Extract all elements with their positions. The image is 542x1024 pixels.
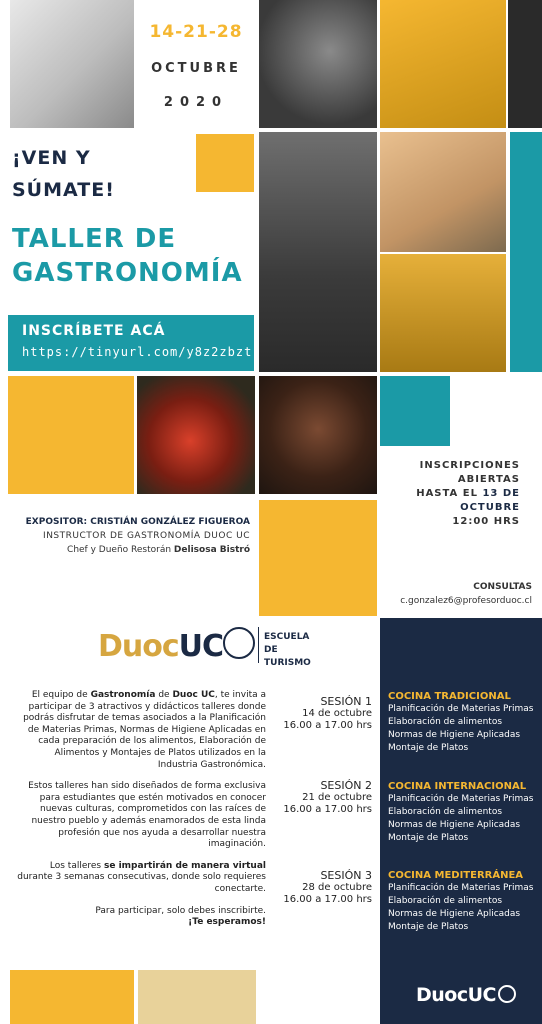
course-topic: Planificación de Materias Primas [388, 883, 534, 893]
headline-line2: SÚMATE! [12, 179, 115, 201]
session-name: SESIÓN 1 [320, 695, 372, 708]
title-line2: GASTRONOMÍA [12, 258, 243, 288]
grilled-peppers-photo [137, 376, 255, 494]
gold-square-top [196, 134, 254, 192]
page-title [12, 222, 243, 290]
session-1 [276, 696, 372, 732]
session-name: SESIÓN 2 [320, 779, 372, 792]
course-topic: Normas de Higiene Aplicadas [388, 909, 521, 919]
logo-wordmark [98, 629, 223, 664]
intro-p4-a: Para participar, solo debes inscribirte. [95, 905, 266, 916]
intro-p4 [14, 906, 266, 929]
intro-p1-d: Duoc UC [172, 690, 215, 700]
seal-icon [223, 627, 255, 659]
chef-portrait-photo [259, 0, 377, 128]
school-line2: DE TURISMO [264, 645, 311, 668]
beige-bottom-block [138, 970, 256, 1024]
course-topic: Montaje de Platos [388, 922, 469, 932]
gold-blur-photo [380, 254, 506, 372]
course-3 [388, 869, 538, 934]
intro-p3 [14, 861, 266, 896]
footer-logo-duoc: Duoc [416, 984, 468, 1006]
chef-hands-photo [10, 0, 134, 128]
intro-p1-e: , te invita a participar de 3 atractivos y didácticos talleres donde podrás disfrutar de temas asociados a la Planificación de Materias Primas, Normas de Higiene Aplicadas en cada preparación de los alimentos, Elaboración de Alimentos y Montajes de Platos utilizados en la Industria Gastronómica. [23, 690, 266, 770]
course-topic: Planificación de Materias Primas [388, 704, 534, 714]
headline-line1: ¡VEN Y [12, 147, 91, 169]
teal-side-block [510, 132, 542, 372]
registration-prefix: HASTA EL [416, 488, 478, 499]
signup-label: INSCRÍBETE ACÁ [22, 323, 166, 339]
registration-line1: INSCRIPCIONES ABIERTAS [419, 460, 520, 485]
gold-photo-tile [380, 0, 506, 128]
gold-square-left [8, 376, 134, 494]
school-line1: ESCUELA [264, 632, 310, 642]
gold-bottom-left [10, 970, 134, 1024]
contact-label: CONSULTAS [473, 582, 532, 592]
course-topic: Montaje de Platos [388, 833, 469, 843]
session-time: 16.00 a 17.00 hrs [283, 720, 372, 731]
headline [12, 142, 115, 206]
contact-info [260, 580, 532, 608]
intro-p1-b: Gastronomía [90, 690, 156, 700]
intro-p1-c: de [158, 690, 170, 700]
course-1 [388, 690, 538, 755]
school-name [264, 631, 311, 670]
session-3 [276, 870, 372, 906]
dark-photo-strip [508, 0, 542, 128]
dates-days: 14-21-28 [149, 22, 243, 42]
course-title: COCINA MEDITERRÁNEA [388, 870, 524, 881]
course-topic: Montaje de Platos [388, 743, 469, 753]
speaker-restaurant-name: Delisosa Bistró [173, 545, 250, 555]
registration-time: 12:00 HRS [452, 516, 520, 527]
logo-divider [258, 627, 259, 663]
speaker-info [10, 515, 250, 557]
logo-duoc: Duoc [98, 629, 179, 664]
intro-p1 [14, 690, 266, 771]
intro-p4-b: ¡Te esperamos! [188, 917, 266, 928]
footer-logo-uc: UC [467, 984, 496, 1006]
course-title: COCINA TRADICIONAL [388, 691, 511, 702]
course-2 [388, 780, 538, 845]
intro-p3-b: se impartirán de manera virtual [104, 860, 266, 871]
course-topic: Normas de Higiene Aplicadas [388, 730, 521, 740]
speaker-restaurant [10, 543, 250, 557]
signup-banner[interactable] [8, 315, 254, 371]
registration-date: 13 DE OCTUBRE [460, 488, 520, 513]
dates-month: OCTUBRE [151, 61, 241, 76]
seal-icon [498, 985, 516, 1003]
intro-p3-c: durante 3 semanas consecutivas, donde solo requieres conectarte. [17, 872, 266, 894]
chef-body-photo [259, 132, 377, 372]
intro-p2: Estos talleres han sido diseñados de forma exclusiva para estudiantes que estén motivados en conocer nuevas culturas, comprometidos con las raíces de nuestro pueblo y además enamorados de esta linda profesión que nos ayuda a desarrollar nuestra imaginación. [28, 781, 266, 850]
intro-p1-a: El equipo de [31, 690, 88, 700]
speaker-restaurant-prefix: Chef y Dueño Restorán [67, 545, 172, 555]
course-title: COCINA INTERNACIONAL [388, 781, 527, 792]
signup-link[interactable]: https://tinyurl.com/y8z2zbzt [22, 345, 253, 359]
speaker-role: INSTRUCTOR DE GASTRONOMÍA DUOC UC [43, 531, 250, 541]
course-topic: Planificación de Materias Primas [388, 794, 534, 804]
course-topic: Elaboración de alimentos [388, 896, 503, 906]
logo-uc: UC [178, 629, 224, 664]
steak-photo [259, 376, 377, 494]
course-topic: Elaboración de alimentos [388, 717, 503, 727]
session-date: 28 de octubre [302, 882, 372, 893]
registration-line2 [382, 487, 520, 515]
contact-email[interactable]: c.gonzalez6@profesorduoc.cl [400, 596, 532, 606]
intro-text [14, 690, 266, 939]
dates-year: 2020 [163, 95, 229, 110]
speaker-name: EXPOSITOR: CRISTIÁN GONZÁLEZ FIGUEROA [25, 517, 250, 527]
session-date: 14 de octubre [302, 708, 372, 719]
session-name: SESIÓN 3 [320, 869, 372, 882]
session-time: 16.00 a 17.00 hrs [283, 804, 372, 815]
session-2 [276, 780, 372, 816]
course-topic: Normas de Higiene Aplicadas [388, 820, 521, 830]
course-topic: Elaboración de alimentos [388, 807, 503, 817]
session-date: 21 de octubre [302, 792, 372, 803]
title-line1: TALLER DE [12, 224, 177, 254]
intro-p3-a: Los talleres [49, 860, 102, 871]
registration-deadline [382, 459, 520, 529]
teal-square-mid [380, 376, 450, 446]
footer-logo [416, 984, 516, 1006]
session-time: 16.00 a 17.00 hrs [283, 894, 372, 905]
hand-herb-photo [380, 132, 506, 252]
